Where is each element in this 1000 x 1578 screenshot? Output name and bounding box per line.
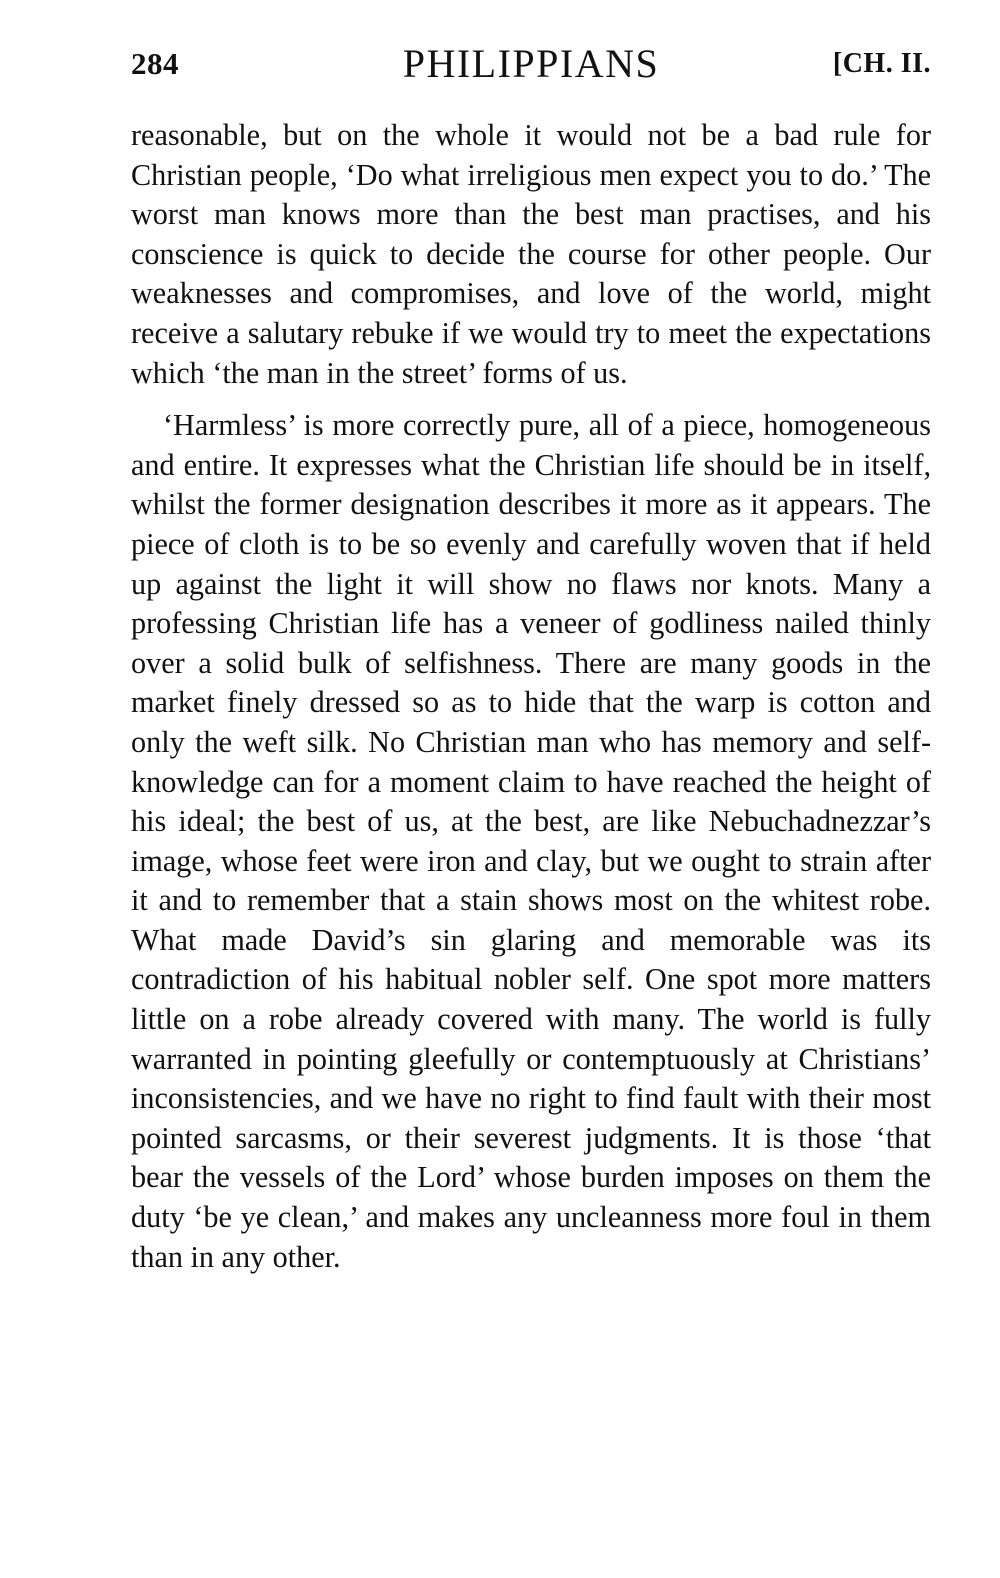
- page-header: [131, 40, 931, 98]
- paragraph-continuation: reasonable, but on the whole it would not be a bad rule for Christian people, ‘Do what irreligious men expect you to do.’ The worst man knows more than the best man practises, and his conscience is quick to decide the course for other people. Our weaknesses and compromises, and love of the world, might receive a salutary rebuke if we would try to meet the expectations which ‘the man in the street’ forms of us.: [131, 118, 931, 390]
- paragraph: ‘Harmless’ is more correctly pure, all of a piece, homogeneous and entire. It expresses what the Christian life should be in itself, whilst the former designation describes it more as it appears. The piece of cloth is to be so evenly and carefully woven that if held up against the light it will show no flaws nor knots. Many a professing Christian life has a veneer of godliness nailed thinly over a solid bulk of selfishness. There are many goods in the market finely dressed so as to hide that the warp is cotton and only the weft silk. No Christian man who has memory and self-knowledge can for a moment claim to have reached the height of his ideal; the best of us, at the best, are like Nebuchadnezzar’s image, whose feet were iron and clay, but we ought to strain after it and to remember that a stain shows most on the whitest robe. What made David’s sin glaring and memorable was its contradiction of his habitual nobler self. One spot more matters little on a robe already covered with many. The world is fully warranted in pointing gleefully or contemptuously at Christians’ inconsistencies, and we have no right to find fault with their most pointed sarcasms, or their severest judgments. It is those ‘that bear the vessels of the Lord’ whose burden imposes on them the duty ‘be ye clean,’ and makes any uncleanness more foul in them than in any other.: [131, 408, 931, 1274]
- running-head: PHILIPPIANS: [402, 41, 660, 86]
- chapter-reference: [CH. II.: [832, 48, 931, 79]
- book-page: [131, 40, 931, 1277]
- body-text: [131, 116, 931, 1277]
- page-number: 284: [131, 46, 179, 81]
